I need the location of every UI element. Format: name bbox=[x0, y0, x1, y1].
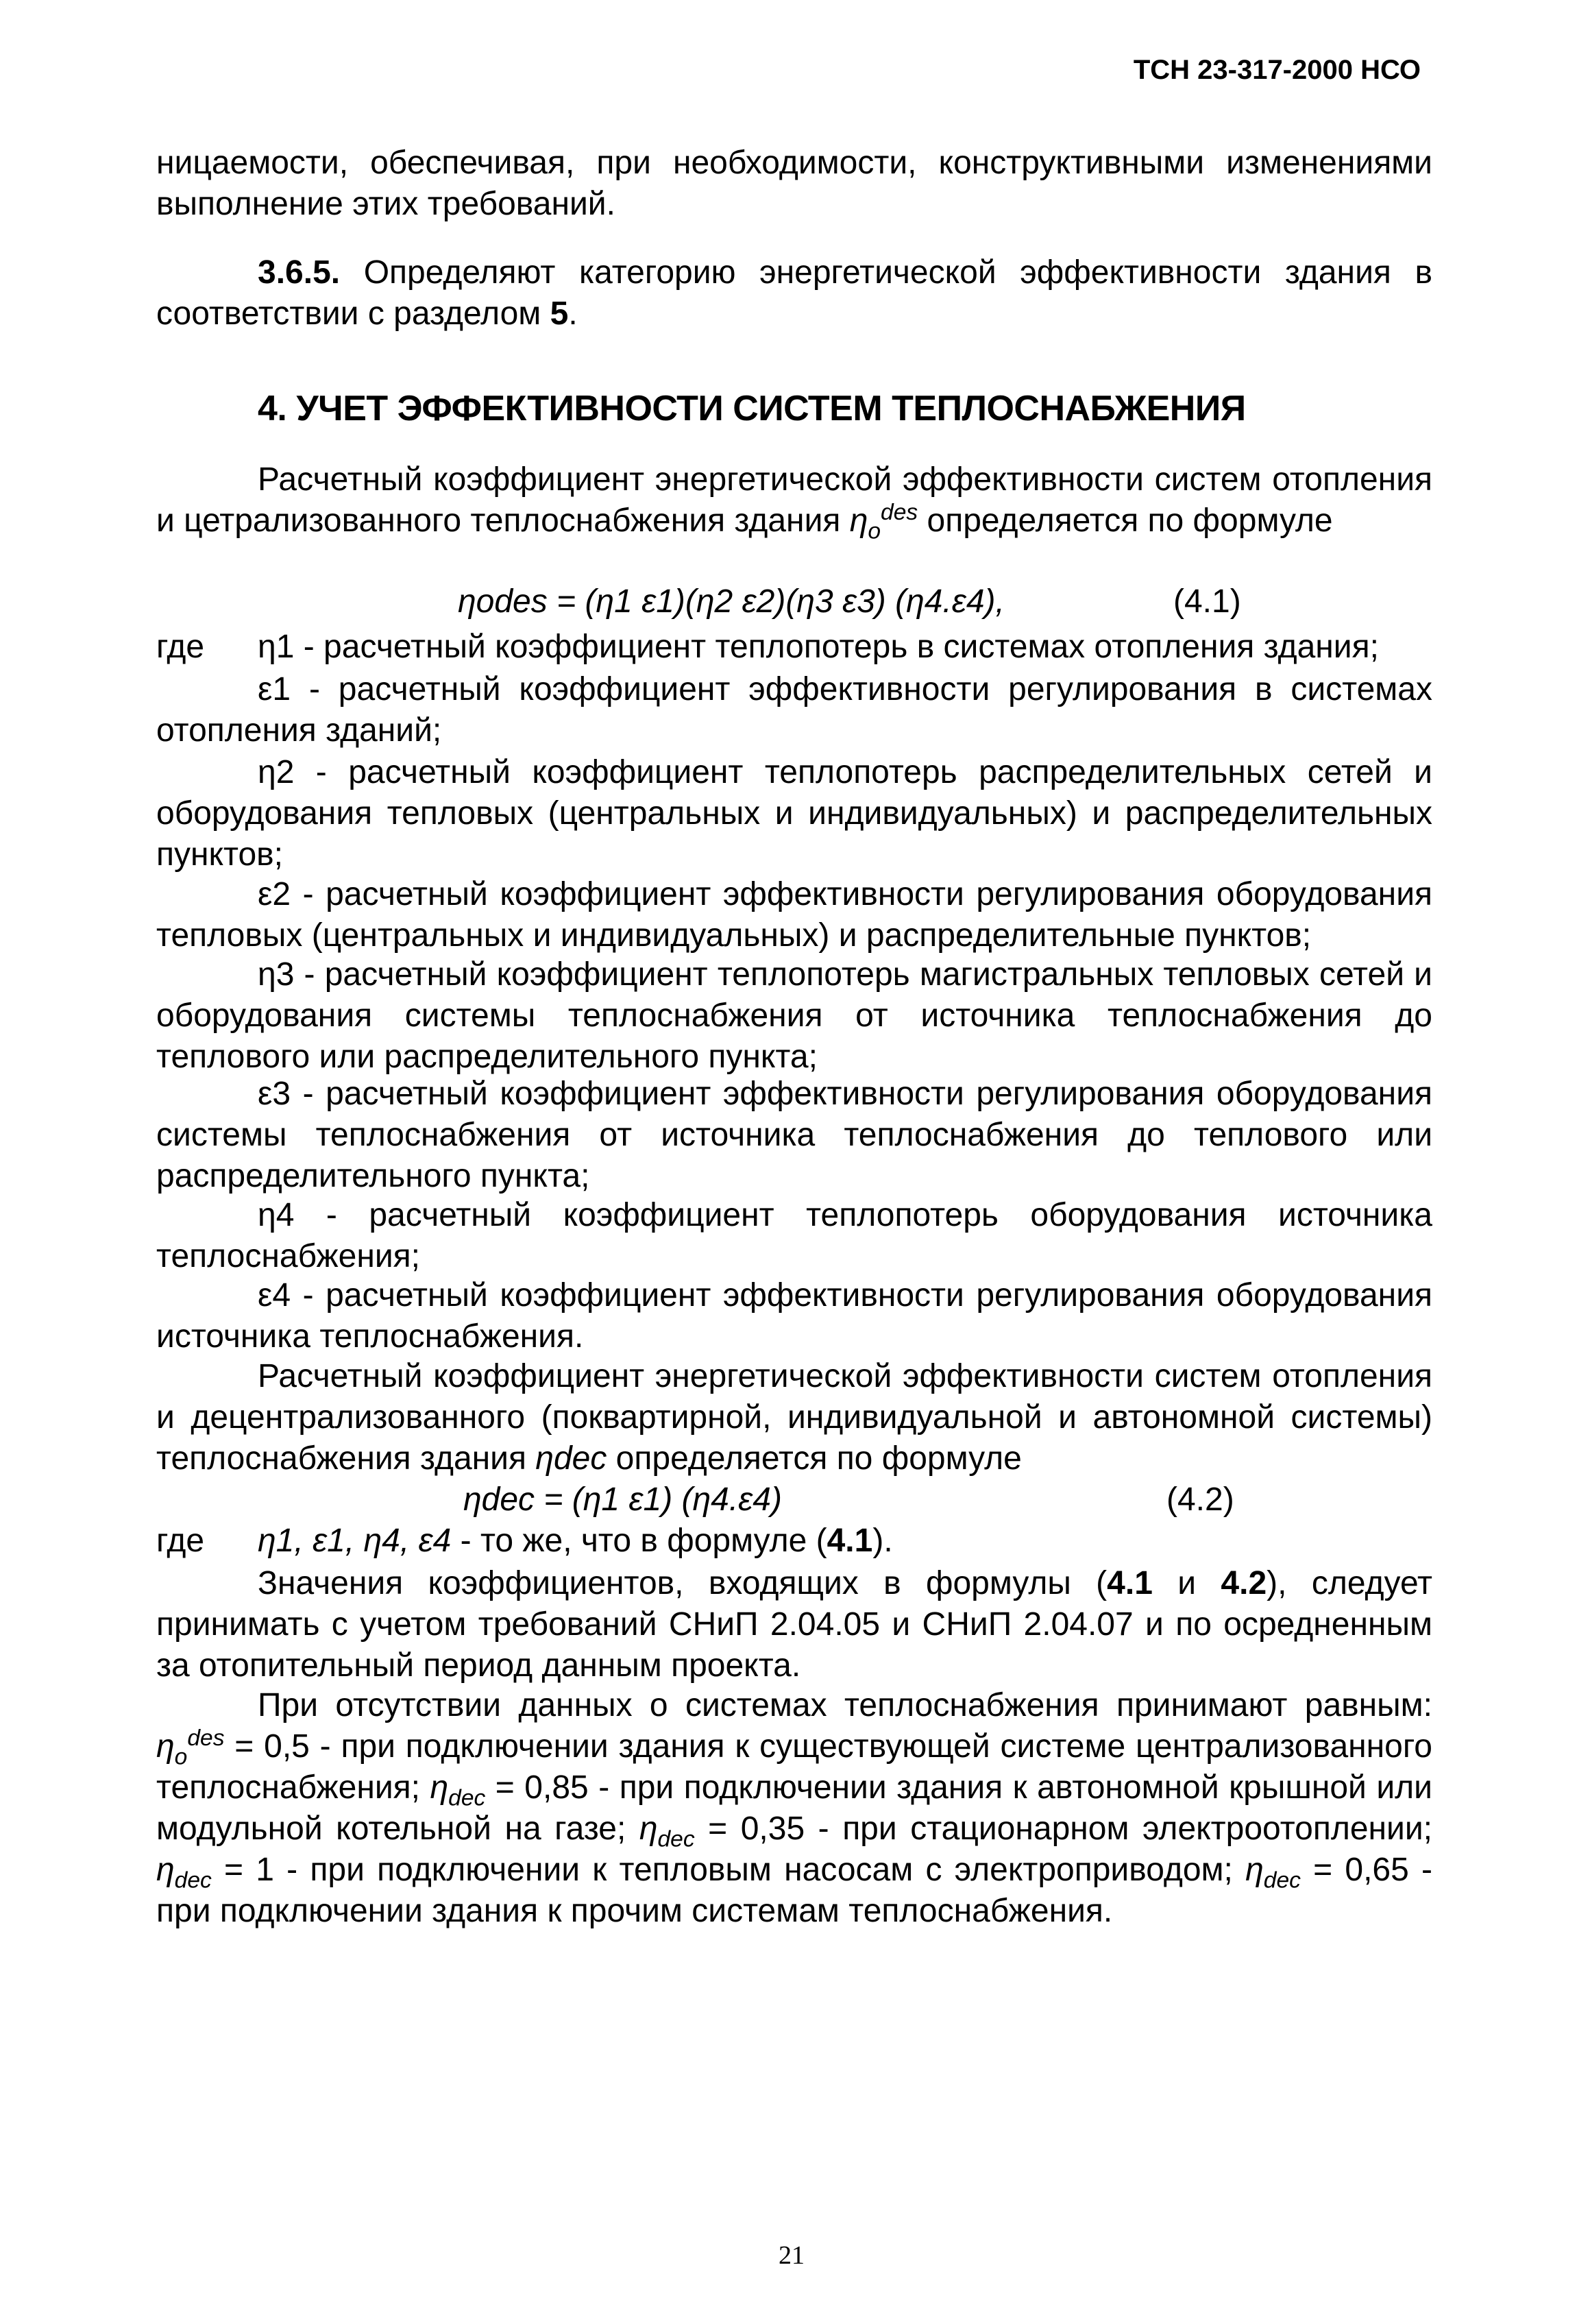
formula-4-2: ηdec = (η1 ε1) (η4.ε4) bbox=[463, 1481, 782, 1518]
where-label-2: где bbox=[156, 1523, 205, 1559]
eta-o-text-a: Расчетный коэффициент энергетической эффективности систем отопления и цетрализованного теплоснабжения здания bbox=[156, 461, 1432, 539]
formula-reference-4-1: 4.1 bbox=[1107, 1565, 1153, 1601]
eta-dec-paragraph bbox=[156, 1356, 1432, 1479]
formula-4-1-number: (4.1) bbox=[1173, 583, 1241, 620]
eta-dec-symbol-2: $\eta_{dec}$ bbox=[639, 1811, 695, 1852]
definition-eps4: ε4 - расчетный коэффициент эффективности регулирования оборудования источника теплоснабжения. bbox=[156, 1277, 1432, 1355]
eta-o-des-symbol: $\eta_o^{des}$ bbox=[156, 1726, 225, 1770]
eta-dec-symbol-1: $\eta_{dec}$ bbox=[430, 1769, 486, 1811]
where-2-definition: η1, ε1, η4, ε4 - то же, что в формуле (4.1). bbox=[258, 1523, 893, 1559]
definition-eps2: ε2 - расчетный коэффициент эффективности регулирования оборудования тепловых (центральных и индивидуальных) и распределительные пунктов; bbox=[156, 876, 1432, 954]
formula-reference-4-2: 4.2 bbox=[1221, 1565, 1267, 1601]
page-number: 21 bbox=[779, 2241, 805, 2270]
formula-4-1: ηodes = (η1 ε1)(η2 ε2)(η3 ε3) (η4.ε4), bbox=[458, 583, 1005, 620]
eta-dec-symbol-3: $\eta_{dec}$ bbox=[156, 1852, 212, 1893]
section-heading: 4. УЧЕТ ЭФФЕКТИВНОСТИ СИСТЕМ ТЕПЛОСНАБЖЕНИЯ bbox=[258, 389, 1246, 428]
clause-end: . bbox=[568, 295, 578, 332]
clause-3-6-5 bbox=[156, 252, 1432, 335]
eta-o-symbol: $\eta_o^{des}$ bbox=[849, 500, 918, 544]
definition-eta3: η3 - расчетный коэффициент теплопотерь магистральных тепловых сетей и оборудования системы теплоснабжения от источника теплоснабжения до теплового или распределительного пункта; bbox=[156, 956, 1432, 1075]
definition-eta2: η2 - расчетный коэффициент теплопотерь распределительных сетей и оборудования тепловых (центральных и индивидуальных) и распределительных пунктов; bbox=[156, 754, 1432, 873]
eta-dec-symbol: ηdec bbox=[535, 1440, 607, 1477]
document-code-header: ТСН 23-317-2000 НСО bbox=[1133, 55, 1421, 85]
default-values-paragraph: При отсутствии данных о системах теплоснабжения принимают равным: $\eta_o^{des} = 0,5$ - при подключении здания к существующей системе централизованного теплоснабжения; $\eta_{dec} = 0,85$ - при подключении здания к автономной крышной или модульной котельной на газе; $\eta_{dec} = 0,35$ - при стационарном электроотоплении; $\eta_{dec} = 1$ - при подключении к тепловым насосам с электроприводом; $\eta_{dec} = 0,65$ - при подключении здания к прочим системам теплоснабжения. bbox=[156, 1687, 1433, 1929]
eta-dec-text-b: определяется по формуле bbox=[607, 1440, 1022, 1477]
values-paragraph: Значения коэффициентов, входящих в формулы (4.1 и 4.2), следует принимать с учетом требований СНиП 2.04.05 и СНиП 2.04.07 и по осредненным за отопительный период данным проекта. bbox=[156, 1565, 1433, 1684]
formula-reference: 4.1 bbox=[827, 1523, 873, 1559]
intro-paragraph bbox=[156, 143, 1432, 225]
where-label-1: где bbox=[156, 629, 205, 665]
eta-o-text-b: определяется по формуле bbox=[918, 503, 1333, 539]
definition-eps1: ε1 - расчетный коэффициент эффективности регулирования в системах отопления зданий; bbox=[156, 671, 1432, 749]
clause-number: 3.6.5. bbox=[258, 254, 341, 291]
clause-text: Определяют категорию энергетической эффективности здания в соответствии с разделом bbox=[156, 254, 1432, 332]
where-2-symbols: η1, ε1, η4, ε4 bbox=[258, 1523, 452, 1559]
definition-eps3: ε3 - расчетный коэффициент эффективности регулирования оборудования системы теплоснабжения от источника теплоснабжения до теплового или распределительного пункта; bbox=[156, 1076, 1432, 1194]
definition-eta4: η4 - расчетный коэффициент теплопотерь оборудования источника теплоснабжения; bbox=[156, 1197, 1432, 1274]
section-reference: 5 bbox=[550, 295, 569, 332]
eta-dec-symbol-4: $\eta_{dec}$ bbox=[1245, 1852, 1301, 1893]
definition-eta1: η1 - расчетный коэффициент теплопотерь в системах отопления здания; bbox=[258, 629, 1379, 665]
intro-text: ницаемости, обеспечивая, при необходимости, конструктивными изменениями выполнение этих требований. bbox=[156, 145, 1432, 222]
eta-o-paragraph bbox=[156, 459, 1432, 542]
eta-dec-text-a: Расчетный коэффициент энергетической эффективности систем отопления и децентрализованного (поквартирной, индивидуальной и автономной системы) теплоснабжения здания bbox=[156, 1358, 1432, 1477]
formula-4-2-number: (4.2) bbox=[1166, 1481, 1234, 1518]
